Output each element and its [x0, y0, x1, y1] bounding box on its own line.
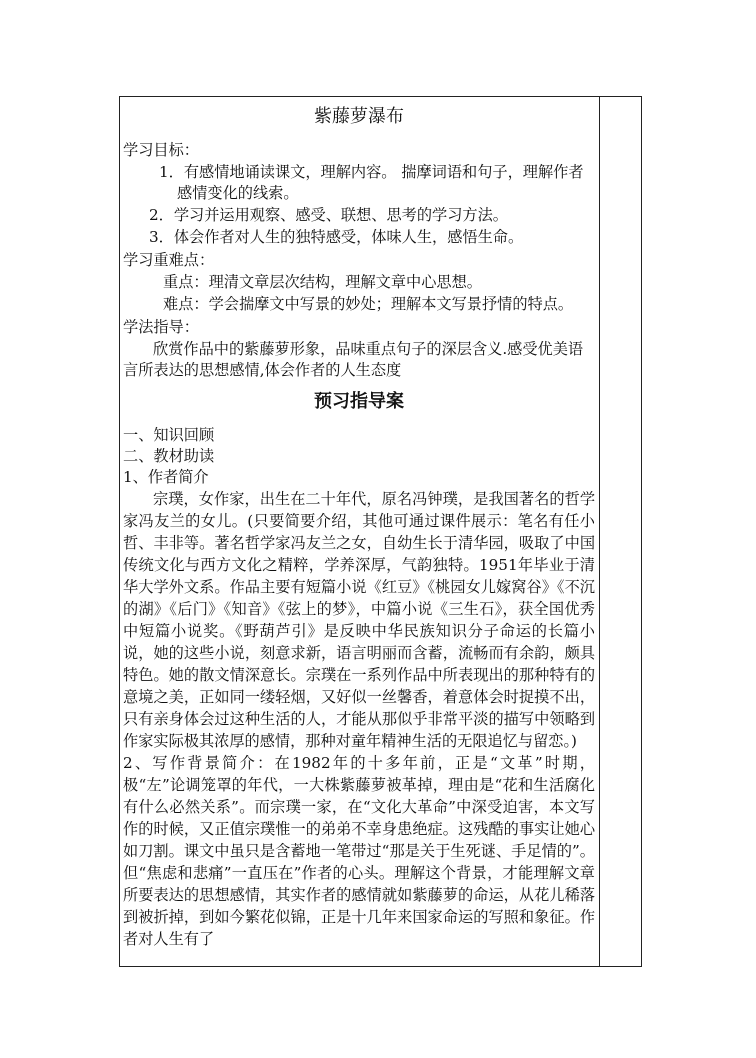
- focus-point: 重点：理清文章层次结构，理解文章中心思想。: [163, 273, 482, 291]
- document-content: [123, 100, 595, 950]
- subsection-author-intro: 1、作者简介: [123, 468, 209, 486]
- method-heading: 学法指导：: [123, 318, 199, 336]
- background-intro-text: 2、写作背景简介：在1982年的十多年前，正是“文革”时期，极“左”论调笼罩的年代，一大株紫藤萝被革掉，理由是“花和生活腐化有什么必然关系”。而宗璞一家，在“文化大革命”中深受迫害，本文写作的时候，又正值宗璞惟一的弟弟不幸身患绝症。这残酷的事实让她心如刀割。课文中虽只是含蓄地一笔带过“那是关于生死谜、手足情的”。但“焦虑和悲痛”一直压在”作者的心头。理解这个背景，才能理解文章所要表达的思想感情，其实作者的感情就如紫藤萝的命运，从花儿稀落到被折掉，到如今繁花似锦，正是十几年来国家命运的写照和象征。作者对人生有了: [123, 754, 595, 948]
- preview-title: 预习指导案: [314, 391, 404, 412]
- section-textbook-guide: 二、教材助读: [123, 447, 215, 465]
- document-title: 紫藤萝瀑布: [314, 106, 404, 127]
- section-knowledge-review: 一、知识回顾: [123, 426, 215, 444]
- learning-goals-heading: 学习目标：: [123, 141, 199, 159]
- author-intro-text: 宗璞，女作家，出生在二十年代，原名冯钟璞，是我国著名的哲学家冯友兰的女儿。(只要简要介绍，其他可通过课件展示：笔名有任小哲、丰非等。著名哲学家冯友兰之女，自幼生长于清华园，吸取了中国传统文化与西方文化之精粹，学养深厚，气韵独特。1951年毕业于清华大学外文系。作品主要有短篇小说《红豆》《桃园女儿嫁窝谷》《不沉的湖》《后门》《知音》《弦上的梦》，中篇小说《三生石》，获全国优秀中短篇小说奖。《野葫芦引》是反映中华民族知识分子命运的长篇小说，她的这些小说，刻意求新，语言明丽而含蓄，流畅而有余韵，颇具特色。她的散文情深意长。宗璞在一系列作品中所表现出的那种特有的意境之美，正如同一缕轻烟，又好似一丝馨香，着意体会时捉摸不出，只有亲身体会过这种生活的人，才能从那似乎非常平淡的描写中领略到作家实际极其浓厚的感情，那种对童年精神生活的无限追忆与留恋。): [123, 490, 595, 750]
- learning-goal-1: 1．有感情地诵读课文，理解内容。 揣摩词语和句子，理解作者感情变化的线索。: [159, 163, 584, 202]
- side-column-divider: [599, 96, 600, 967]
- method-text: 欣赏作品中的紫藤萝形象，品味重点句子的深层含义.感受优美语言所表达的思想感情,体会作者的人生态度: [123, 340, 584, 379]
- learning-goal-2: 2．学习并运用观察、感受、联想、思考的学习方法。: [149, 206, 508, 224]
- learning-goal-3: 3．体会作者对人生的独特感受，体味人生，感悟生命。: [149, 228, 524, 246]
- key-points-heading: 学习重难点：: [123, 251, 215, 269]
- difficulty-point: 难点：学会揣摩文中写景的妙处；理解本文写景抒情的特点。: [163, 295, 574, 313]
